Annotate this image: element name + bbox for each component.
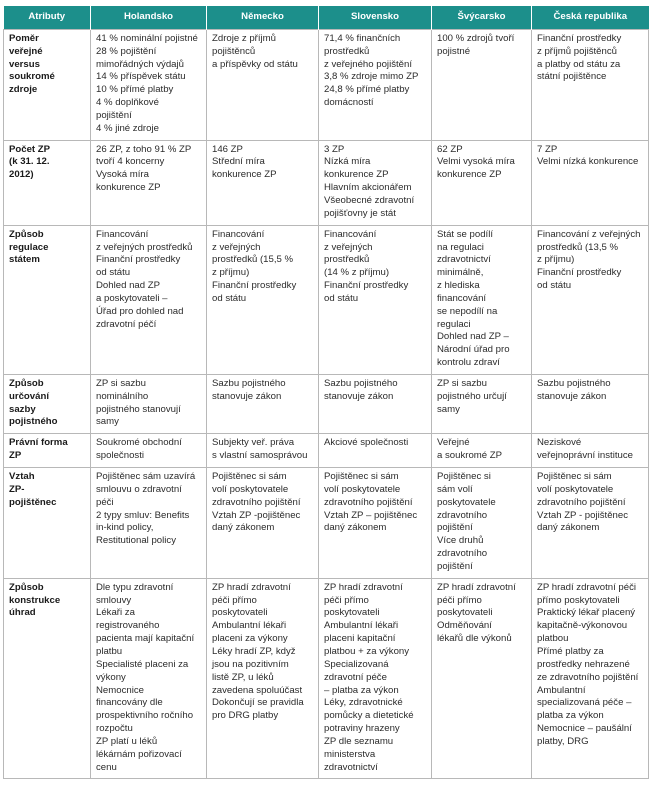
- cell-text-line: Lékaři za: [96, 607, 135, 619]
- cell-text-line: konkurence ZP: [437, 169, 502, 181]
- cell-text-line: Ambulantní lékaři: [324, 620, 399, 632]
- table-cell-sazby-nemecko: [207, 374, 319, 433]
- cell-text-line: Sazbu pojistného: [212, 377, 286, 389]
- table-cell-vztah-ceska-republika: [532, 468, 649, 579]
- cell-text-line: 7 ZP: [537, 143, 558, 155]
- cell-text-line: sám volí: [437, 483, 473, 495]
- cell-text-line: lékárnám pořizovací: [96, 748, 182, 760]
- cell-text-line: platba za výkon: [537, 710, 604, 722]
- cell-text-line: Finanční prostředky: [212, 280, 297, 292]
- comparison-table: [3, 6, 649, 779]
- attribute-label-line: zdroje: [9, 84, 38, 96]
- cell-text-line: výkony: [96, 671, 126, 683]
- cell-text-line: ZP hradí zdravotní: [324, 581, 403, 593]
- cell-text-line: pojistného stanovují: [96, 403, 181, 415]
- cell-text-line: 41 % nominální pojistné: [96, 32, 198, 44]
- cell-text-line: konkurence ZP: [212, 169, 277, 181]
- cell-text-line: ZP hradí zdravotní: [437, 581, 516, 593]
- cell-text-line: listě ZP, u léků: [212, 671, 274, 683]
- cell-text-line: Akciové společnosti: [324, 437, 409, 449]
- table-cell-forma-holandsko: [91, 434, 207, 468]
- cell-text-line: Subjekty veř. práva: [212, 437, 295, 449]
- cell-text-line: 62 ZP: [437, 143, 463, 155]
- cell-text-line: poskytovateli: [212, 607, 268, 619]
- cell-text-line: lékařů dle výkonů: [437, 633, 512, 645]
- header-ceska-republika: Česká republika: [532, 6, 649, 29]
- cell-text-line: 24,8 % přímé platby: [324, 84, 410, 96]
- table-cell-vztah-nemecko: [207, 468, 319, 579]
- cell-text-line: pojištění: [437, 560, 473, 572]
- cell-text-line: Neziskové: [537, 437, 582, 449]
- cell-text-line: Soukromé obchodní: [96, 437, 182, 449]
- cell-text-line: domácností: [324, 97, 374, 109]
- attribute-label-line: soukromé: [9, 71, 55, 83]
- cell-text-line: se nepodílí na: [437, 305, 498, 317]
- cell-text-line: pojištěnců: [212, 45, 256, 57]
- cell-text-line: Financování: [324, 228, 377, 240]
- table-cell-regulace-slovensko: [319, 225, 432, 374]
- cell-text-line: péči: [96, 496, 114, 508]
- cell-text-line: jsou na pozitivním: [212, 658, 289, 670]
- cell-text-line: zdravotního pojištění: [212, 496, 301, 508]
- cell-text-line: péči přímo: [437, 594, 482, 606]
- cell-text-line: Finanční prostředky: [537, 32, 622, 44]
- cell-text-line: od státu: [212, 292, 247, 304]
- cell-text-line: z příjmů pojištěnců: [537, 45, 617, 57]
- table-cell-pocet-slovensko: [319, 140, 432, 225]
- table-cell-pocet-ceska-republika: [532, 140, 649, 225]
- cell-text-line: ze zdravotního pojištění: [537, 671, 639, 683]
- cell-text-line: Léky hradí ZP, když: [212, 645, 296, 657]
- cell-text-line: Zdroje z příjmů: [212, 32, 276, 44]
- cell-text-line: 26 ZP, z toho 91 % ZP: [96, 143, 192, 155]
- table-cell-sazby-holandsko: [91, 374, 207, 433]
- header-slovensko: Slovensko: [319, 6, 432, 29]
- cell-text-line: 71,4 % finančních: [324, 32, 401, 44]
- table-cell-pomer-ceska-republika: [532, 29, 649, 140]
- cell-text-line: financování: [437, 292, 487, 304]
- cell-text-line: Nemocnice: [96, 684, 144, 696]
- cell-text-line: pojištění: [96, 109, 132, 121]
- cell-text-line: Národní úřad pro: [437, 344, 510, 356]
- cell-text-line: ZP hradí zdravotní péči: [537, 581, 637, 593]
- cell-text-line: konkurence ZP: [324, 169, 389, 181]
- table-cell-forma-svycarsko: [432, 434, 532, 468]
- cell-text-line: stanovuje zákon: [324, 390, 394, 402]
- cell-text-line: pomůcky a dietetické: [324, 710, 414, 722]
- cell-text-line: z veřejných prostředků: [96, 241, 193, 253]
- cell-text-line: Sazbu pojistného: [324, 377, 398, 389]
- cell-text-line: 14 % příspěvek státu: [96, 71, 186, 83]
- cell-text-line: volí poskytovatele: [324, 483, 401, 495]
- cell-text-line: Specialisté placeni za: [96, 658, 189, 670]
- cell-text-line: samy: [96, 416, 119, 428]
- cell-text-line: Pojištěnec si: [437, 471, 491, 482]
- cell-text-line: potraviny hrazeny: [324, 723, 400, 735]
- attribute-label-line: pojistného: [9, 416, 58, 428]
- attribute-cell-vztah: [4, 468, 91, 579]
- cell-text-line: státní pojištěnce: [537, 71, 607, 83]
- attribute-cell-regulace: [4, 225, 91, 374]
- cell-text-line: ZP dle seznamu: [324, 735, 394, 747]
- cell-text-line: poskytovateli: [437, 607, 493, 619]
- table-cell-regulace-ceska-republika: [532, 225, 649, 374]
- table-cell-vztah-slovensko: [319, 468, 432, 579]
- cell-text-line: pojišťovny je stát: [324, 207, 396, 219]
- cell-text-line: – platba za výkon: [324, 684, 399, 696]
- table-row-uhrad: [4, 578, 649, 779]
- cell-text-line: Nemocnice – paušální: [537, 723, 632, 735]
- cell-text-line: prospektivního ročního: [96, 710, 194, 722]
- cell-text-line: péči přímo: [212, 594, 257, 606]
- cell-text-line: ministerstva: [324, 748, 376, 760]
- table-row-vztah: [4, 468, 649, 579]
- cell-text-line: zdravotního: [437, 548, 488, 560]
- attribute-label-line: veřejné: [9, 45, 43, 57]
- table-row-forma: [4, 434, 649, 468]
- cell-text-line: Pojištěnec si sám: [324, 471, 399, 482]
- cell-text-line: Dokončují se pravidla: [212, 697, 304, 709]
- table-cell-pocet-svycarsko: [432, 140, 532, 225]
- cell-text-line: zdravotnictví: [437, 254, 491, 266]
- header-row: [4, 6, 649, 29]
- cell-text-line: z veřejných: [212, 241, 261, 253]
- cell-text-line: Vysoká míra: [96, 169, 149, 181]
- cell-text-line: Veřejné: [437, 437, 470, 449]
- cell-text-line: financovány dle: [96, 697, 163, 709]
- cell-text-line: nominálního: [96, 390, 149, 402]
- table-cell-vztah-holandsko: [91, 468, 207, 579]
- table-cell-forma-slovensko: [319, 434, 432, 468]
- table-cell-pocet-holandsko: [91, 140, 207, 225]
- attribute-label-line: 2012): [9, 169, 34, 181]
- table-cell-pomer-slovensko: [319, 29, 432, 140]
- cell-text-line: Pojištěnec si sám: [537, 471, 612, 482]
- cell-text-line: Finanční prostředky: [324, 280, 409, 292]
- table-header: [4, 6, 649, 29]
- cell-text-line: placeni kapitační: [324, 633, 396, 645]
- cell-text-line: regulaci: [437, 318, 471, 330]
- cell-text-line: pojistného určují: [437, 390, 507, 402]
- table-cell-uhrad-nemecko: [207, 578, 319, 779]
- table-row-pocet: [4, 140, 649, 225]
- cell-text-line: od státu: [96, 267, 131, 279]
- cell-text-line: Financování z veřejných: [537, 228, 641, 240]
- attribute-label-line: regulace: [9, 241, 49, 253]
- table-row-pomer: [4, 29, 649, 140]
- cell-text-line: konkurence ZP: [96, 182, 161, 194]
- cell-text-line: veřejnoprávní instituce: [537, 450, 633, 462]
- cell-text-line: prostředků (15,5 %: [212, 254, 294, 266]
- cell-text-line: Dle typu zdravotní: [96, 581, 174, 593]
- attribute-label-line: Počet ZP: [9, 143, 51, 155]
- cell-text-line: pro DRG platby: [212, 710, 279, 722]
- attribute-label-line: versus: [9, 58, 40, 70]
- cell-text-line: Ambulantní lékaři: [212, 620, 287, 632]
- cell-text-line: Finanční prostředky: [537, 267, 622, 279]
- table-cell-sazby-svycarsko: [432, 374, 532, 433]
- cell-text-line: (14 % z příjmu): [324, 267, 390, 279]
- cell-text-line: Specializovaná: [324, 658, 389, 670]
- cell-text-line: Finanční prostředky: [96, 254, 181, 266]
- table-row-sazby: [4, 374, 649, 433]
- table-cell-vztah-svycarsko: [432, 468, 532, 579]
- table-cell-forma-ceska-republika: [532, 434, 649, 468]
- attribute-label-line: pojištěnec: [9, 496, 57, 508]
- cell-text-line: minimálně,: [437, 267, 484, 279]
- cell-text-line: smlouvy: [96, 594, 132, 606]
- cell-text-line: in-kind policy,: [96, 522, 154, 534]
- attribute-label-line: Způsob: [9, 377, 44, 389]
- cell-text-line: z hlediska: [437, 280, 480, 292]
- cell-text-line: od státu: [324, 292, 359, 304]
- cell-text-line: společnosti: [96, 450, 144, 462]
- cell-text-line: od státu: [537, 280, 572, 292]
- table-cell-uhrad-ceska-republika: [532, 578, 649, 779]
- cell-text-line: platbou: [537, 633, 569, 645]
- cell-text-line: zdravotnictví: [324, 761, 378, 773]
- cell-text-line: ZP platí u léků: [96, 735, 158, 747]
- cell-text-line: a příspěvky od státu: [212, 58, 298, 70]
- cell-text-line: Dohled nad ZP: [96, 280, 160, 292]
- cell-text-line: a soukromé ZP: [437, 450, 503, 462]
- cell-text-line: 4 % doplňkové: [96, 97, 159, 109]
- cell-text-line: pojistné: [437, 45, 471, 57]
- cell-text-line: přímo poskytovateli: [537, 594, 620, 606]
- attribute-label-line: úhrad: [9, 607, 36, 619]
- header-holandsko: Holandsko: [91, 6, 207, 29]
- table-cell-uhrad-slovensko: [319, 578, 432, 779]
- attribute-label-line: Způsob: [9, 228, 44, 240]
- cell-text-line: Restitutional policy: [96, 535, 176, 547]
- cell-text-line: na regulaci: [437, 241, 484, 253]
- cell-text-line: prostředků (13,5 %: [537, 241, 619, 253]
- cell-text-line: Pojištěnec si sám: [212, 471, 287, 482]
- cell-text-line: 146 ZP: [212, 143, 243, 155]
- cell-text-line: tvoří 4 koncerny: [96, 156, 165, 168]
- cell-text-line: Sazbu pojistného: [537, 377, 611, 389]
- cell-text-line: 4 % jiné zdroje: [96, 122, 159, 134]
- table-cell-sazby-ceska-republika: [532, 374, 649, 433]
- cell-text-line: prostředků: [324, 45, 370, 57]
- attribute-label-line: konstrukce: [9, 594, 61, 606]
- cell-text-line: zdravotní péče: [324, 671, 387, 683]
- cell-text-line: Více druhů: [437, 535, 484, 547]
- attribute-label-line: státem: [9, 254, 40, 266]
- table-cell-regulace-svycarsko: [432, 225, 532, 374]
- cell-text-line: cenu: [96, 761, 117, 773]
- cell-text-line: Velmi nízká konkurence: [537, 156, 639, 168]
- cell-text-line: daný zákonem: [537, 522, 600, 534]
- cell-text-line: péči přímo: [324, 594, 369, 606]
- table-row-regulace: [4, 225, 649, 374]
- cell-text-line: volí poskytovatele: [537, 483, 614, 495]
- cell-text-line: Ambulantní: [537, 684, 586, 696]
- cell-text-line: Střední míra: [212, 156, 265, 168]
- cell-text-line: a platby od státu za: [537, 58, 621, 70]
- table-cell-forma-nemecko: [207, 434, 319, 468]
- cell-text-line: Dohled nad ZP –: [437, 331, 509, 343]
- attribute-label-line: Vztah: [9, 471, 35, 482]
- cell-text-line: poskytovatele: [437, 496, 496, 508]
- cell-text-line: z příjmu): [212, 267, 250, 279]
- attribute-label-line: Způsob: [9, 581, 44, 593]
- attribute-label-line: Poměr: [9, 32, 39, 44]
- cell-text-line: daný zákonem: [212, 522, 275, 534]
- table-cell-uhrad-holandsko: [91, 578, 207, 779]
- cell-text-line: ZP si sazbu: [96, 377, 146, 389]
- cell-text-line: zdravotního: [437, 509, 488, 521]
- attribute-label-line: sazby: [9, 403, 36, 415]
- cell-text-line: stanovuje zákon: [537, 390, 607, 402]
- table-cell-regulace-holandsko: [91, 225, 207, 374]
- table-cell-sazby-slovensko: [319, 374, 432, 433]
- cell-text-line: 28 % pojištění: [96, 45, 157, 57]
- cell-text-line: zavedena spoluúčast: [212, 684, 303, 696]
- cell-text-line: 10 % přímé platby: [96, 84, 174, 96]
- attribute-cell-pomer: [4, 29, 91, 140]
- cell-text-line: z příjmu): [537, 254, 575, 266]
- cell-text-line: poskytovateli: [324, 607, 380, 619]
- cell-text-line: registrovaného: [96, 620, 160, 632]
- cell-text-line: platbu: [96, 645, 123, 657]
- cell-text-line: Úřad pro dohled nad: [96, 305, 184, 317]
- table-cell-uhrad-svycarsko: [432, 578, 532, 779]
- attribute-cell-uhrad: [4, 578, 91, 779]
- attribute-label-line: (k 31. 12.: [9, 156, 50, 168]
- cell-text-line: zdravotního pojištění: [537, 496, 626, 508]
- table-cell-regulace-nemecko: [207, 225, 319, 374]
- cell-text-line: Financování: [212, 228, 265, 240]
- cell-text-line: Velmi vysoká míra: [437, 156, 515, 168]
- cell-text-line: Nízká míra: [324, 156, 371, 168]
- table-cell-pomer-nemecko: [207, 29, 319, 140]
- cell-text-line: ZP si sazbu: [437, 377, 487, 389]
- cell-text-line: a poskytovateli –: [96, 292, 168, 304]
- cell-text-line: z veřejných: [324, 241, 373, 253]
- table-body: [4, 29, 649, 779]
- attribute-label-line: určování: [9, 390, 49, 402]
- cell-text-line: stanovuje zákon: [212, 390, 282, 402]
- cell-text-line: Vztah ZP -pojištěnec: [212, 509, 301, 521]
- cell-text-line: pacienta mají kapitační: [96, 633, 195, 645]
- cell-text-line: kontrolu zdraví: [437, 357, 500, 369]
- cell-text-line: s vlastní samosprávou: [212, 450, 308, 462]
- cell-text-line: 3,8 % zdroje mimo ZP: [324, 71, 419, 83]
- cell-text-line: platbou + za výkony: [324, 645, 410, 657]
- table-cell-pocet-nemecko: [207, 140, 319, 225]
- header-nemecko: Německo: [207, 6, 319, 29]
- header-svycarsko: Švýcarsko: [432, 6, 532, 29]
- attribute-label-line: ZP: [9, 450, 22, 462]
- cell-text-line: Odměňování: [437, 620, 492, 632]
- cell-text-line: smlouvu o zdravotní: [96, 483, 182, 495]
- cell-text-line: specializovaná péče –: [537, 697, 632, 709]
- cell-text-line: volí poskytovatele: [212, 483, 289, 495]
- cell-text-line: samy: [437, 403, 460, 415]
- cell-text-line: Vztah ZP – pojištěnec: [324, 509, 418, 521]
- cell-text-line: platby, DRG: [537, 735, 589, 747]
- header-atributy: Atributy: [4, 6, 91, 29]
- attribute-cell-forma: [4, 434, 91, 468]
- cell-text-line: Hlavním akcionářem: [324, 182, 412, 194]
- cell-text-line: 3 ZP: [324, 143, 345, 155]
- cell-text-line: 2 typy smluv: Benefits: [96, 509, 190, 521]
- cell-text-line: daný zákonem: [324, 522, 387, 534]
- cell-text-line: placeni za výkony: [212, 633, 288, 645]
- cell-text-line: zdravotní péčí: [96, 318, 157, 330]
- cell-text-line: prostředky nehrazené: [537, 658, 630, 670]
- attribute-cell-pocet: [4, 140, 91, 225]
- cell-text-line: kapitačně-výkonovou: [537, 620, 628, 632]
- cell-text-line: zdravotního pojištění: [324, 496, 413, 508]
- cell-text-line: ZP hradí zdravotní: [212, 581, 291, 593]
- cell-text-line: Vztah ZP - pojištěnec: [537, 509, 629, 521]
- cell-text-line: Přímé platby za: [537, 645, 604, 657]
- cell-text-line: 100 % zdrojů tvoří: [437, 32, 515, 44]
- cell-text-line: Všeobecné zdravotní: [324, 194, 415, 206]
- attribute-cell-sazby: [4, 374, 91, 433]
- attribute-label-line: Právní forma: [9, 437, 68, 449]
- cell-text-line: Financování: [96, 228, 149, 240]
- cell-text-line: Pojištěnec sám uzavírá: [96, 471, 196, 482]
- cell-text-line: Stát se podílí: [437, 228, 493, 240]
- cell-text-line: Léky, zdravotnické: [324, 697, 403, 709]
- cell-text-line: mimořádných výdajů: [96, 58, 184, 70]
- table-cell-pomer-holandsko: [91, 29, 207, 140]
- table-cell-pomer-svycarsko: [432, 29, 532, 140]
- cell-text-line: pojištění: [437, 522, 473, 534]
- cell-text-line: z veřejného pojištění: [324, 58, 412, 70]
- attribute-label-line: ZP-: [9, 483, 25, 495]
- cell-text-line: Praktický lékař placený: [537, 607, 636, 619]
- cell-text-line: rozpočtu: [96, 723, 133, 735]
- cell-text-line: prostředků: [324, 254, 370, 266]
